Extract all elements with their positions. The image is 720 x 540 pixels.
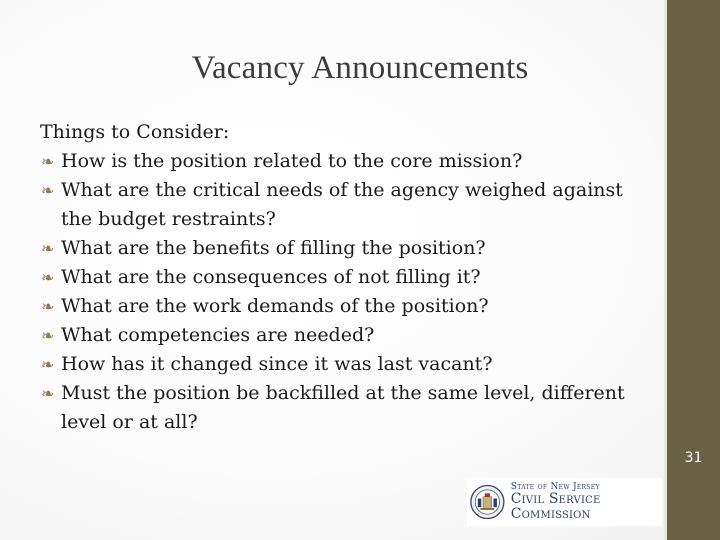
intro-text: Things to Consider:: [40, 121, 230, 143]
list-item-text: How has it changed since it was last vacant?: [61, 353, 493, 375]
list-item: [40, 147, 660, 176]
state-seal-icon: [470, 482, 505, 522]
slide-title: Vacancy Announcements: [191, 50, 529, 86]
bullet-icon: ❧: [41, 181, 55, 200]
slide-number: 31: [684, 450, 703, 466]
list-item-text: What are the benefits of filling the position?: [61, 237, 486, 259]
list-item: [40, 379, 660, 437]
list-item-text: What competencies are needed?: [61, 324, 375, 346]
list-item-text: What are the consequences of not filling it?: [61, 266, 481, 288]
logo-text: [511, 483, 662, 522]
logo-line2: Civil Service Commission: [510, 491, 601, 522]
list-item-text: Must the position be backfilled at the same level, different level or at all?: [61, 382, 625, 433]
list-item-text: What are the critical needs of the agency weighed against the budget restraints?: [61, 179, 623, 230]
bullet-icon: ❧: [41, 384, 55, 403]
bullet-icon: ❧: [41, 326, 55, 345]
slide-body: [40, 118, 660, 437]
bullet-icon: ❧: [41, 239, 55, 258]
logo-line1: State of New Jersey: [510, 481, 600, 492]
bullet-icon: ❧: [41, 297, 55, 316]
list-item: [40, 292, 660, 321]
list-item: [40, 234, 660, 263]
list-item: [40, 263, 660, 292]
bullet-list: [40, 147, 660, 437]
bullet-icon: ❧: [41, 268, 55, 287]
civil-service-commission-logo: [467, 478, 662, 526]
list-item: [40, 350, 660, 379]
bullet-icon: ❧: [41, 152, 55, 171]
bullet-icon: ❧: [41, 355, 55, 374]
list-item: [40, 321, 660, 350]
list-item-text: How is the position related to the core mission?: [61, 150, 523, 172]
list-item: [40, 176, 660, 234]
list-item-text: What are the work demands of the position?: [61, 295, 489, 317]
